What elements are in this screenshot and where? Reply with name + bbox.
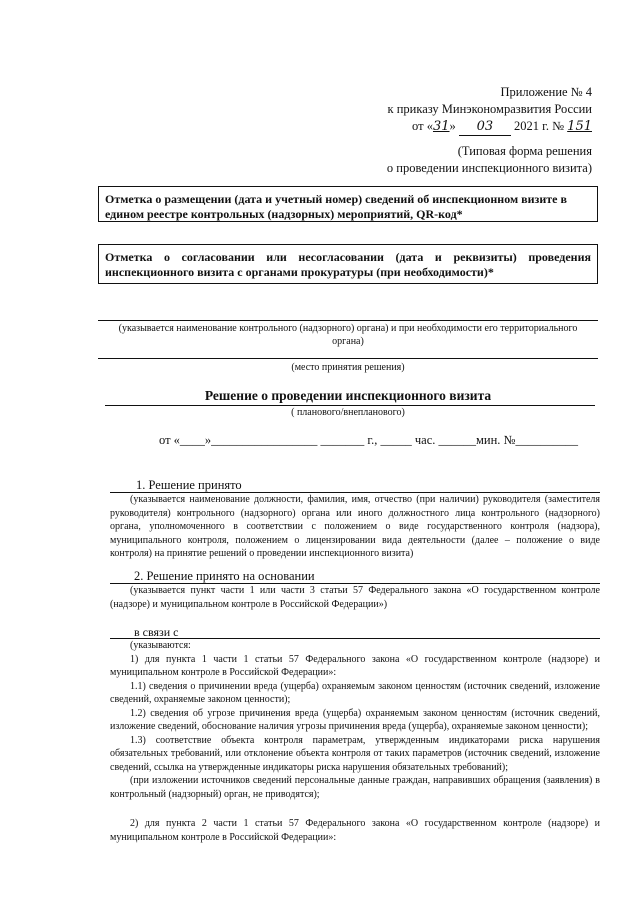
- section1-text: (указывается наименование должности, фамилия, имя, отчество (при наличии) руководителя (заместителя руководителя) контрольного (надзорного) органа или иного должностного лица контрольного (надзорного) органа, уполномоченного в соответствии с положением о виде государственного контроля (надзора), муниципального контроля, положением о лицензировании вида деятельности (далее – положение о виде контроля) на принятие решений о проведении инспекционного визита): [110, 494, 600, 559]
- section2-text: (указывается пункт части 1 или части 3 статьи 57 Федерального закона «О государственном контроле (надзоре) и муниципальном контроле в Российской Федерации»): [110, 585, 600, 610]
- section3-p1: 1) для пункта 1 части 1 статьи 57 Федерального закона «О государственном контроле (надзоре) и муниципальном контроле в Российской Федерации»:: [110, 653, 600, 678]
- place-caption: (место принятия решения): [291, 362, 405, 373]
- decision-subtitle: ( планового/внепланового): [291, 407, 405, 418]
- section3-p3: 1.2) сведения об угрозе причинения вреда (ущерба) охраняемым законом ценностям (источник сведений, изложение сведений, обоснование наличия угрозы причинения вреда (ущерба), охраняемые законом ценности);: [110, 707, 600, 732]
- section3-body: [110, 639, 600, 844]
- section3-heading: в связи с: [134, 625, 179, 639]
- handwritten-month: 03: [459, 118, 511, 136]
- order-reference: к приказу Минэкономразвития России: [387, 102, 592, 116]
- section3-p5: (при изложении источников сведений персональные данные граждан, направивших обращения (заявления) в контрольный (надзорный) орган, не приводятся);: [110, 775, 600, 800]
- section3-p4: 1.3) соответствие объекта контроля параметрам, утвержденным индикаторами риска нарушения обязательных требований, или отклонение объекта контроля от таких параметров (источник сведений, изложение сведений, ссылка на утвержденные индикаторы риска нарушения обязательных требований);: [110, 734, 600, 773]
- section2-heading: 2. Решение принято на основании: [134, 569, 315, 583]
- handwritten-number: 151: [567, 119, 592, 134]
- decision-date-line: от «____»_________________ _______ г., _____ час. ______мин. №__________: [159, 433, 578, 447]
- section1-heading: 1. Решение принято: [136, 478, 242, 492]
- handwritten-day: 31: [432, 119, 450, 134]
- section3-p2: 1.1) сведения о причинении вреда (ущерба) охраняемым законом ценностям (источник сведений, изложение сведений, охраняемые законом ценности);: [110, 680, 600, 705]
- appendix-number: Приложение № 4: [500, 85, 592, 99]
- decision-title: Решение о проведении инспекционного визита: [204, 388, 492, 403]
- section3-p0: (указываются:: [130, 640, 191, 651]
- order-date-line: от «31» 03 2021 г. № 151: [412, 119, 592, 134]
- prosecutor-approval-box: Отметка о согласовании или несогласовании (дата и реквизиты) проведения инспекционного визита с органами прокуратуры (при необходимости)*: [98, 244, 598, 284]
- registry-mark-box: Отметка о размещении (дата и учетный номер) сведений об инспекционном визите в едином реестре контрольных (надзорных) мероприятий, QR-код*: [98, 186, 598, 222]
- section3-p6: 2) для пункта 2 части 1 статьи 57 Федерального закона «О государственном контроле (надзоре) и муниципальном контроле в Российской Федерации»:: [110, 818, 600, 843]
- form-type-note: (Типовая форма решения о проведении инспекционного визита): [386, 144, 592, 175]
- org-name-caption: (указывается наименование контрольного (надзорного) органа) и при необходимости его территориального органа): [118, 323, 578, 347]
- org-name-line: [98, 320, 598, 321]
- place-line: [98, 358, 598, 359]
- header-block: [388, 84, 593, 136]
